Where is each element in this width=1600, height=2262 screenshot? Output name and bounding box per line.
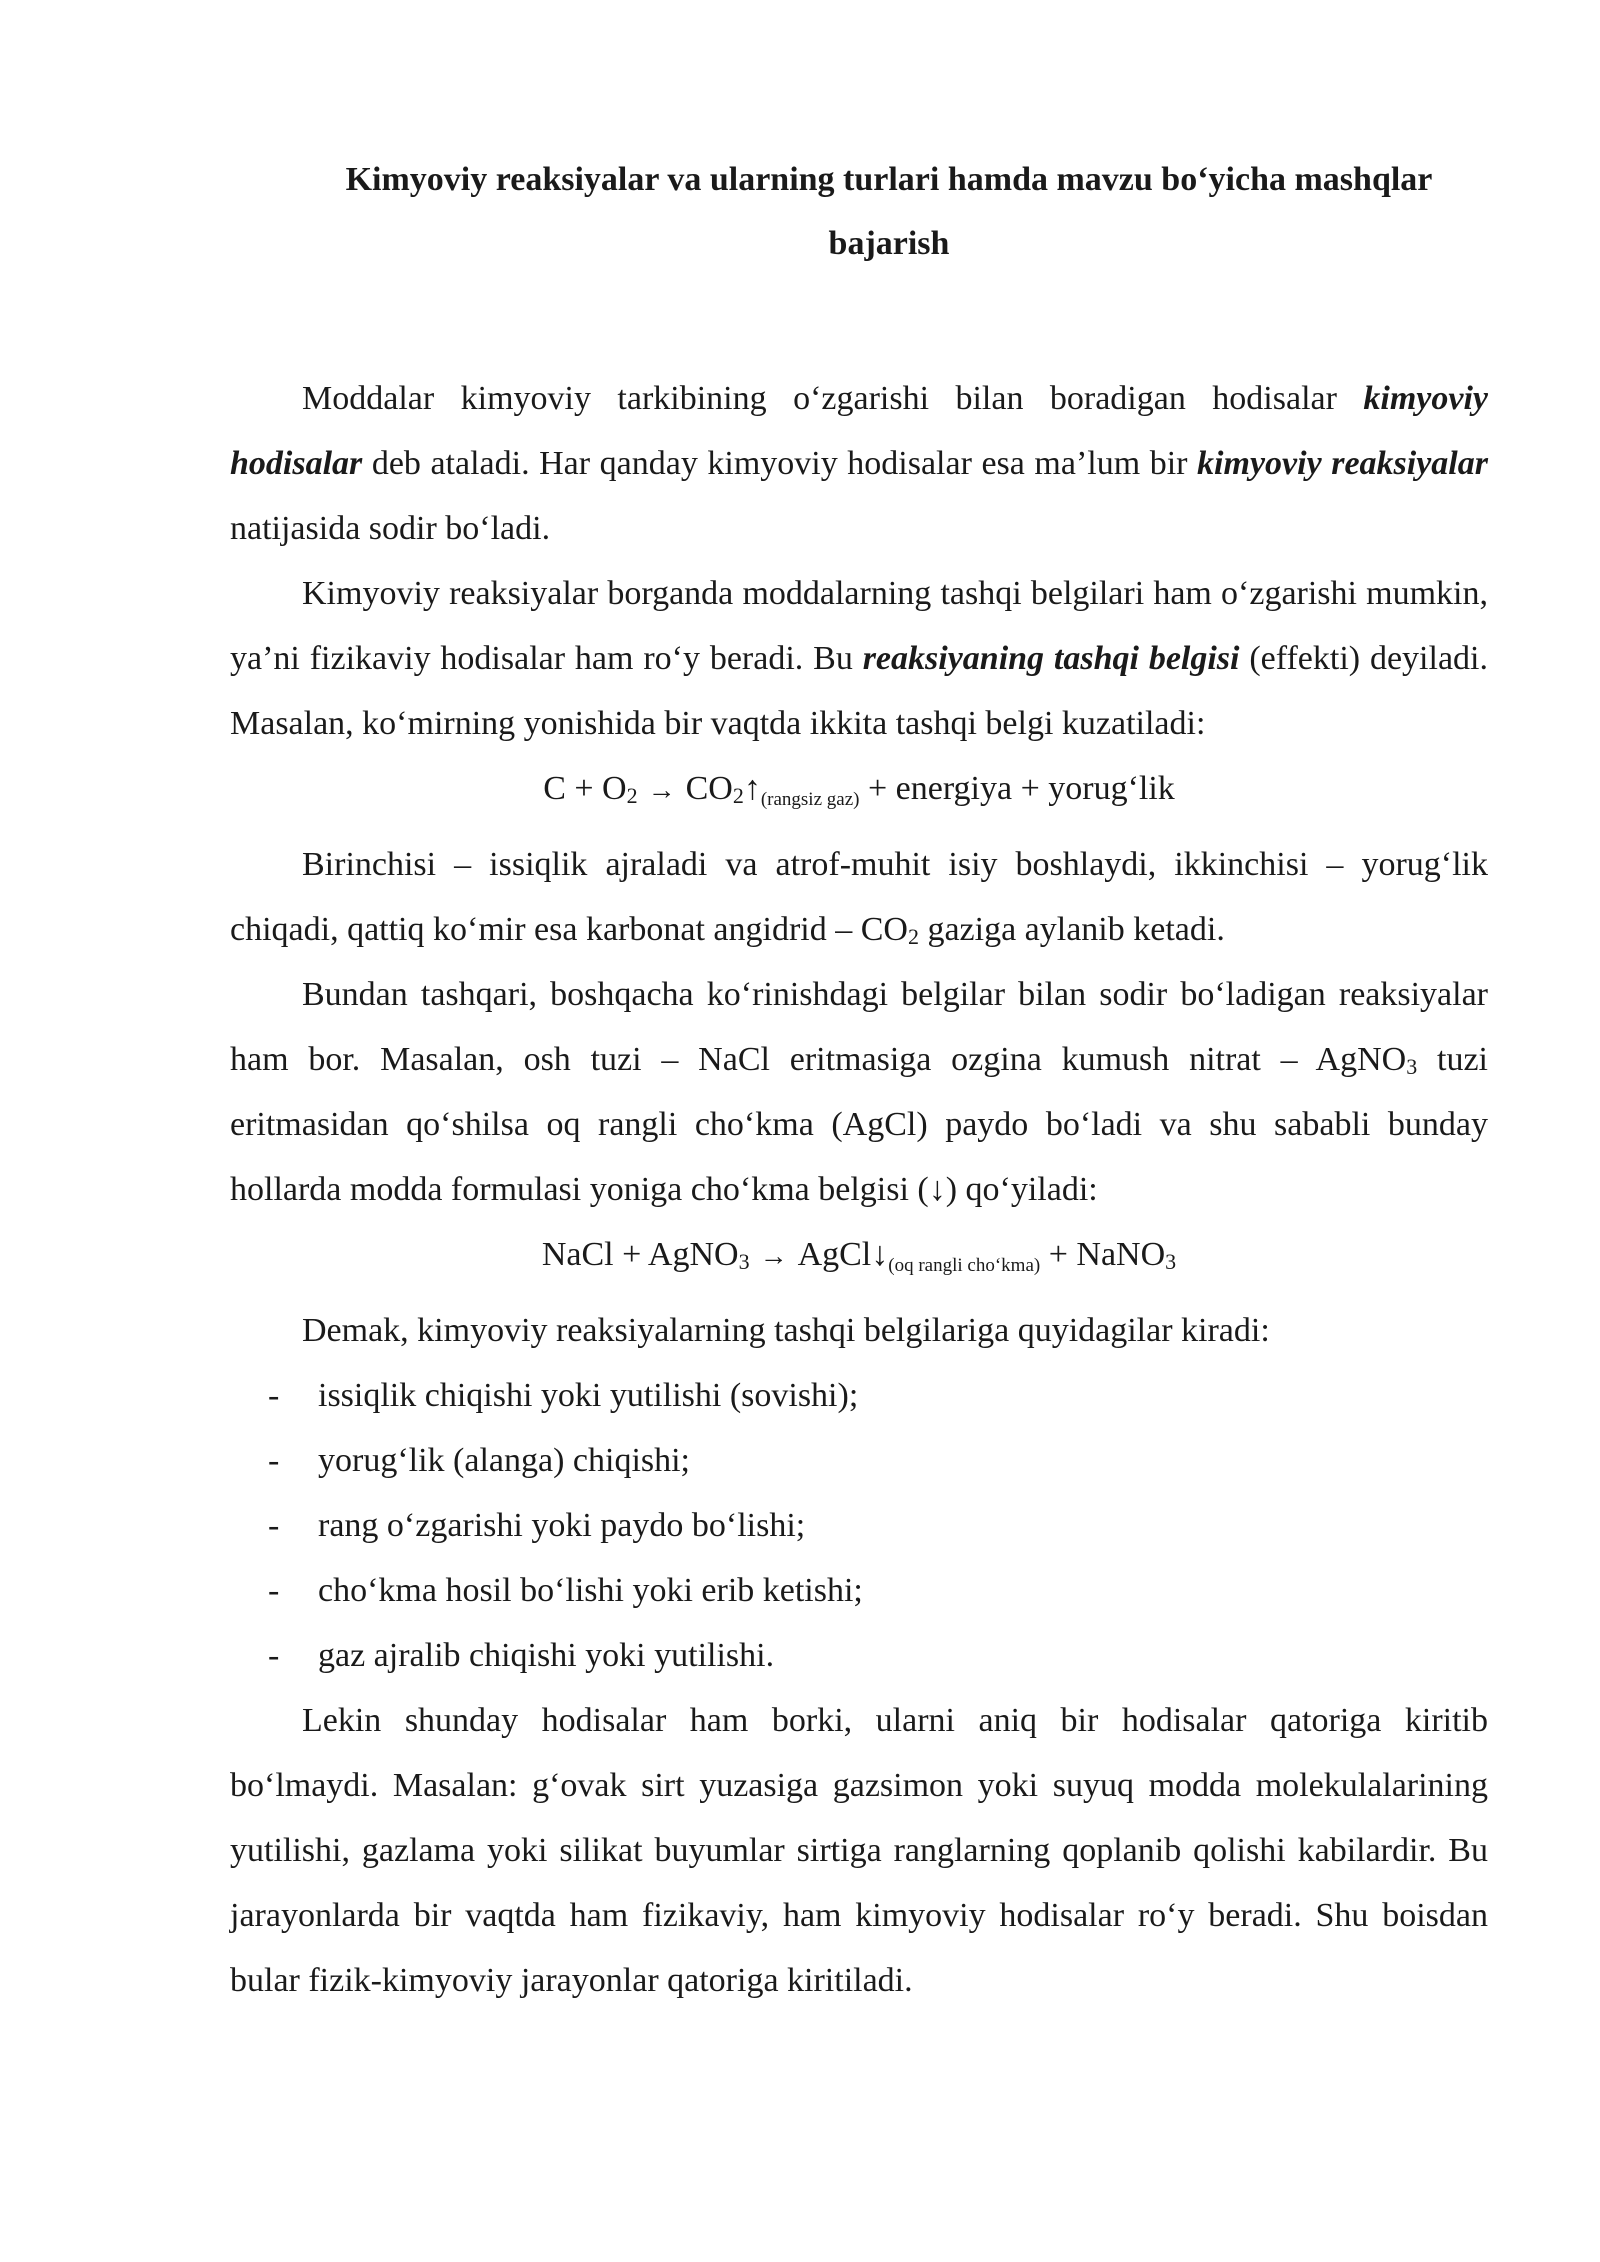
list-item bbox=[230, 1493, 1488, 1558]
dash-marker: - bbox=[268, 1507, 280, 1544]
paragraph-definition bbox=[230, 366, 1488, 561]
eq-text: AgCl bbox=[797, 1236, 872, 1273]
list-item-text: yorug‘lik (alanga) chiqishi; bbox=[318, 1442, 691, 1479]
text-run: Kimyoviy reaksiyalar borganda moddalarning tashqi belgilari ham o‘zgarishi mumkin, ya’ni fizikaviy hodisalar ham ro‘y beradi. Bu bbox=[230, 575, 1488, 677]
reaction-arrow: → bbox=[759, 1241, 788, 1272]
text-run: Bundan tashqari, boshqacha ko‘rinishdagi belgilar bilan sodir bo‘ladigan reaksiyalar ham bor. Masalan, osh tuzi – NaCl eritmasiga ozgina kumush nitrat – AgNO bbox=[230, 976, 1488, 1078]
paragraph-first-sign bbox=[230, 832, 1488, 962]
eq-subscript: 3 bbox=[1165, 1249, 1177, 1274]
equation-silver-chloride bbox=[230, 1222, 1488, 1298]
eq-text: + NaNO bbox=[1040, 1236, 1166, 1273]
term-kimyoviy-reaksiyalar: kimyoviy reaksiyalar bbox=[1197, 445, 1488, 482]
eq-text: NaCl + AgNO bbox=[541, 1236, 739, 1273]
list-item bbox=[230, 1623, 1488, 1688]
title-line-1: Kimyoviy reaksiyalar va ularning turlari hamda mavzu bo‘yicha mashqlar bbox=[345, 161, 1433, 198]
text-run: gaziga aylanib ketadi. bbox=[918, 911, 1225, 948]
eq-subscript: 3 bbox=[738, 1249, 750, 1274]
term-kimyoviy-hodisalar: kimyoviy hodisalar bbox=[230, 380, 1488, 482]
gas-arrow-up: ↑ bbox=[743, 770, 761, 807]
dash-marker: - bbox=[268, 1442, 280, 1479]
equation-carbon-combustion bbox=[230, 756, 1488, 832]
text-run: deb ataladi. Har qanday kimyoviy hodisalar esa ma’lum bir bbox=[362, 445, 1198, 482]
document-page bbox=[230, 148, 1488, 2013]
signs-list bbox=[230, 1363, 1488, 1688]
list-item bbox=[230, 1558, 1488, 1623]
term-tashqi-belgisi: reaksiyaning tashqi belgisi bbox=[862, 640, 1240, 677]
dash-marker: - bbox=[268, 1377, 280, 1414]
dash-marker: - bbox=[268, 1637, 280, 1674]
text-run: (effekti) deyiladi. Masalan, ko‘mirning yonishida bir vaqtda ikkita tashqi belgi kuzatiladi: bbox=[230, 640, 1488, 742]
reaction-arrow: → bbox=[647, 775, 676, 806]
dash-marker: - bbox=[268, 1572, 280, 1609]
eq-subscript: 2 bbox=[732, 783, 744, 808]
eq-text: C + O bbox=[543, 770, 627, 807]
title-line-2: bajarish bbox=[828, 225, 950, 262]
subscript: 2 bbox=[907, 924, 919, 949]
page-title bbox=[230, 148, 1488, 276]
eq-subscript: 2 bbox=[626, 783, 638, 808]
eq-text: CO bbox=[685, 770, 733, 807]
text-run: natijasida sodir bo‘ladi. bbox=[230, 510, 551, 547]
paragraph-list-intro: Demak, kimyoviy reaksiyalarning tashqi belgilariga quyidagilar kiradi: bbox=[302, 1312, 1270, 1349]
list-item bbox=[230, 1428, 1488, 1493]
list-item-text: issiqlik chiqishi yoki yutilishi (sovishi); bbox=[318, 1377, 859, 1414]
paragraph-precipitate bbox=[230, 962, 1488, 1222]
text-run: Birinchisi – issiqlik ajraladi va atrof-muhit isiy boshlaydi, ikkinchisi – yorug‘lik chiqadi, qattiq ko‘mir esa karbonat angidrid – CO bbox=[230, 846, 1488, 948]
subscript: 3 bbox=[1406, 1054, 1418, 1079]
eq-note: (rangsiz gaz) bbox=[760, 789, 860, 810]
eq-note: (oq rangli cho‘kma) bbox=[888, 1255, 1041, 1276]
list-item-text: cho‘kma hosil bo‘lishi yoki erib ketishi; bbox=[318, 1572, 863, 1609]
list-item-text: rang o‘zgarishi yoki paydo bo‘lishi; bbox=[318, 1507, 806, 1544]
list-item bbox=[230, 1363, 1488, 1428]
paragraph-physicochemical: Lekin shunday hodisalar ham borki, ularni aniq bir hodisalar qatoriga kiritib bo‘lmaydi. Masalan: g‘ovak sirt yuzasiga gazsimon yoki suyuq modda molekulalarining yutilishi, gazlama yoki silikat buyumlar sirtiga ranglarning qoplanib qolishi kabilardir. Bu jarayonlarda bir vaqtda ham fizikaviy, ham kimyoviy hodisalar ro‘y beradi. Shu boisdan bular fizik-kimyoviy jarayonlar qatoriga kiritiladi. bbox=[230, 1702, 1488, 1999]
paragraph-external-signs bbox=[230, 561, 1488, 756]
eq-text: + energiya + yorug‘lik bbox=[859, 770, 1175, 807]
precipitate-arrow-down: ↓ bbox=[871, 1236, 889, 1273]
text-run: tuzi eritmasidan qo‘shilsa oq rangli cho‘kma (AgCl) paydo bo‘ladi va shu sababli bunday hollarda modda formulasi yoniga cho‘kma belgisi (↓) qo‘yiladi: bbox=[230, 1041, 1489, 1208]
list-item-text: gaz ajralib chiqishi yoki yutilishi. bbox=[318, 1637, 775, 1674]
text-run: Moddalar kimyoviy tarkibining o‘zgarishi bilan boradigan hodisalar bbox=[302, 380, 1364, 417]
